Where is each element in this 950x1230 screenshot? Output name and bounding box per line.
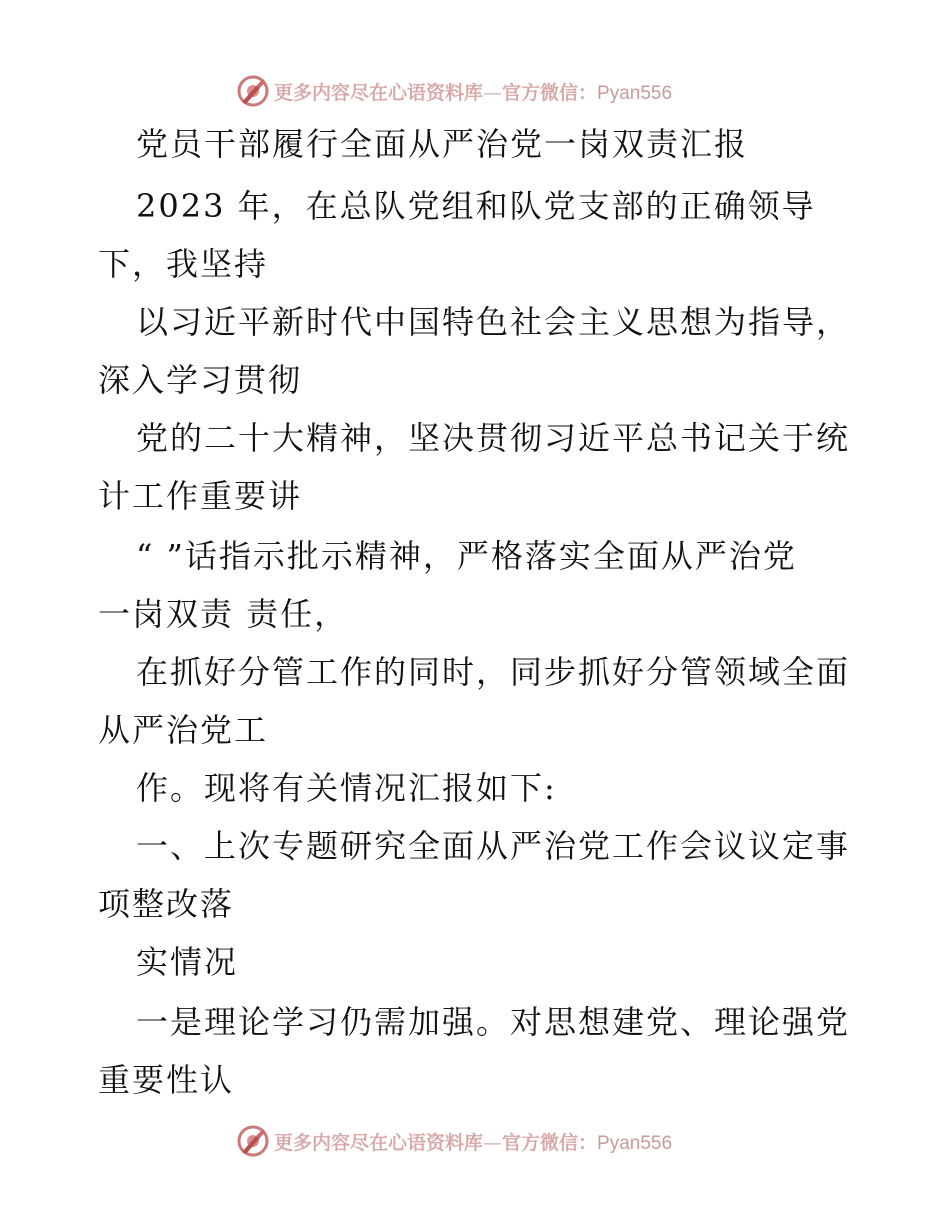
footer-watermark (236, 1124, 672, 1158)
section-heading-continued: 项整改落 (98, 885, 235, 923)
watermark-separator: — (483, 1131, 503, 1154)
text-line: 一是理论学习仍需加强。对思想建党、理论强党 (136, 1003, 851, 1041)
text-line: “ ”话指示批示精神，严格落实全面从严治党 (136, 537, 797, 575)
text-line: 从严治党工 (98, 711, 269, 749)
text-line: 作。现将有关情况汇报如下: (136, 769, 557, 807)
watermark-text (274, 1128, 672, 1155)
text-line: 重要性认 (98, 1061, 235, 1099)
text-line: 以习近平新时代中国特色社会主义思想为指导， (136, 303, 851, 341)
watermark-contact-label: 官方微信： (502, 1131, 598, 1154)
watermark-contact-label: 官方微信： (502, 81, 598, 104)
watermark-separator: — (483, 81, 503, 104)
text-line: 在抓好分管工作的同时，同步抓好分管领域全面 (136, 653, 851, 691)
text-line: 2023 年，在总队党组和队党支部的正确领导 (136, 187, 816, 225)
logo-icon (236, 1124, 270, 1158)
text-line: 党的二十大精神，坚决贯彻习近平总书记关于统 (136, 419, 851, 457)
watermark-main: 更多内容尽在心语资料库 (274, 1131, 484, 1154)
section-heading-continued: 实情况 (136, 943, 239, 981)
text-line: 计工作重要讲 (98, 477, 303, 515)
text-line: 深入学习贯彻 (98, 361, 303, 399)
watermark-contact-id: Pyan556 (597, 1132, 673, 1154)
watermark-contact-id: Pyan556 (597, 82, 673, 104)
section-heading: 一、上次专题研究全面从严治党工作会议议定事 (136, 827, 851, 865)
watermark-main: 更多内容尽在心语资料库 (274, 81, 484, 104)
text-line: 下，我坚持 (98, 245, 269, 283)
text-line: 一岗双责 责任， (98, 595, 349, 633)
document-title: 党员干部履行全面从严治党一岗双责汇报 (136, 125, 749, 163)
